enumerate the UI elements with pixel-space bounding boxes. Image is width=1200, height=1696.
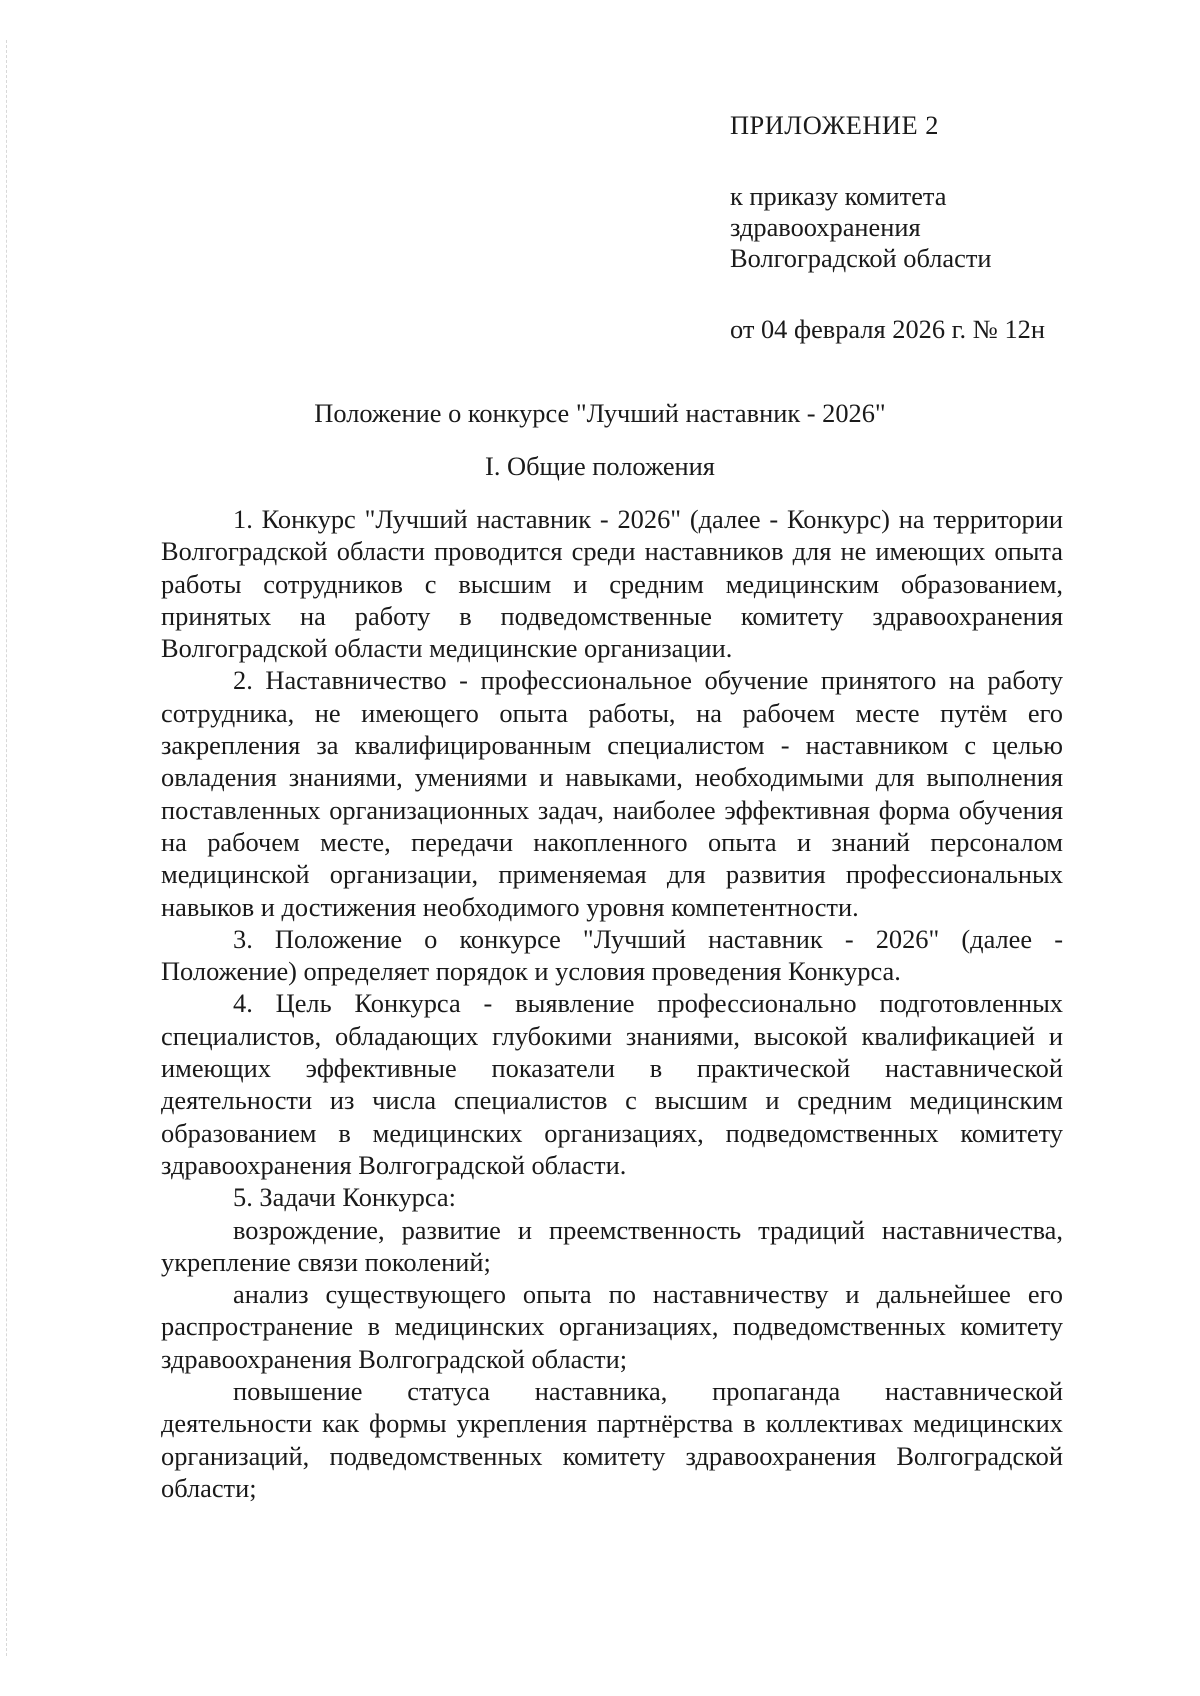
paragraph-2: 2. Наставничество - профессиональное обучение принятого на работу сотрудника, не имеющего опыта работы, на рабочем месте путём его закрепления за квалифицированным специалистом - наставником с целью овладения знаниями, умениями и навыками, необходимыми для выполнения поставленных организационных задач, наиболее эффективная форма обучения на рабочем месте, передачи накопленного опыта и знаний персоналом медицинской организации, применяемая для развития профессиональных навыков и достижения необходимого уровня компетентности. xyxy=(161,665,1063,922)
order-reference-line-3: Волгоградской области xyxy=(730,243,992,273)
paragraph-3: 3. Положение о конкурсе "Лучший наставник - 2026" (далее - Положение) определяет порядок и условия проведения Конкурса. xyxy=(161,923,1063,987)
paragraph-1: 1. Конкурс "Лучший наставник - 2026" (далее - Конкурс) на территории Волгоградской области проводится среди наставников для не имеющих опыта работы сотрудников с высшим и средним медицинским образованием, принятых на работу в подведомственные комитету здравоохранения Волгоградской области медицинские организации. xyxy=(161,504,1063,664)
section-title: I. Общие положения xyxy=(485,451,715,481)
appendix-number: ПРИЛОЖЕНИЕ 2 xyxy=(730,110,939,140)
order-date-number: от 04 февраля 2026 г. № 12н xyxy=(730,314,1045,344)
order-reference-line-1: к приказу комитета xyxy=(730,181,947,211)
task-item-2: анализ существующего опыта по наставничеству и дальнейшее его распространение в медицинских организациях, подведомственных комитету здравоохранения Волгоградской области; xyxy=(161,1279,1063,1374)
task-item-3: повышение статуса наставника, пропаганда наставнической деятельности как формы укрепления партнёрства в коллективах медицинских организаций, подведомственных комитету здравоохранения Волгоградской области; xyxy=(161,1376,1063,1503)
document-title: Положение о конкурсе "Лучший наставник - 2026" xyxy=(314,398,886,428)
paragraph-4: 4. Цель Конкурса - выявление профессионально подготовленных специалистов, обладающих глубокими знаниями, высокой квалификацией и имеющих эффективные показатели в практической наставнической деятельности из числа специалистов с высшим и средним медицинским образованием в медицинских организациях, подведомственных комитету здравоохранения Волгоградской области. xyxy=(161,988,1063,1180)
appendix-header xyxy=(730,110,1130,345)
scan-edge xyxy=(6,40,8,1656)
paragraph-5: 5. Задачи Конкурса: xyxy=(233,1182,456,1213)
document-body xyxy=(161,503,1063,1504)
task-item-1: возрождение, развитие и преемственность традиций наставничества, укрепление связи поколений; xyxy=(161,1214,1063,1277)
order-reference-line-2: здравоохранения xyxy=(730,212,921,242)
